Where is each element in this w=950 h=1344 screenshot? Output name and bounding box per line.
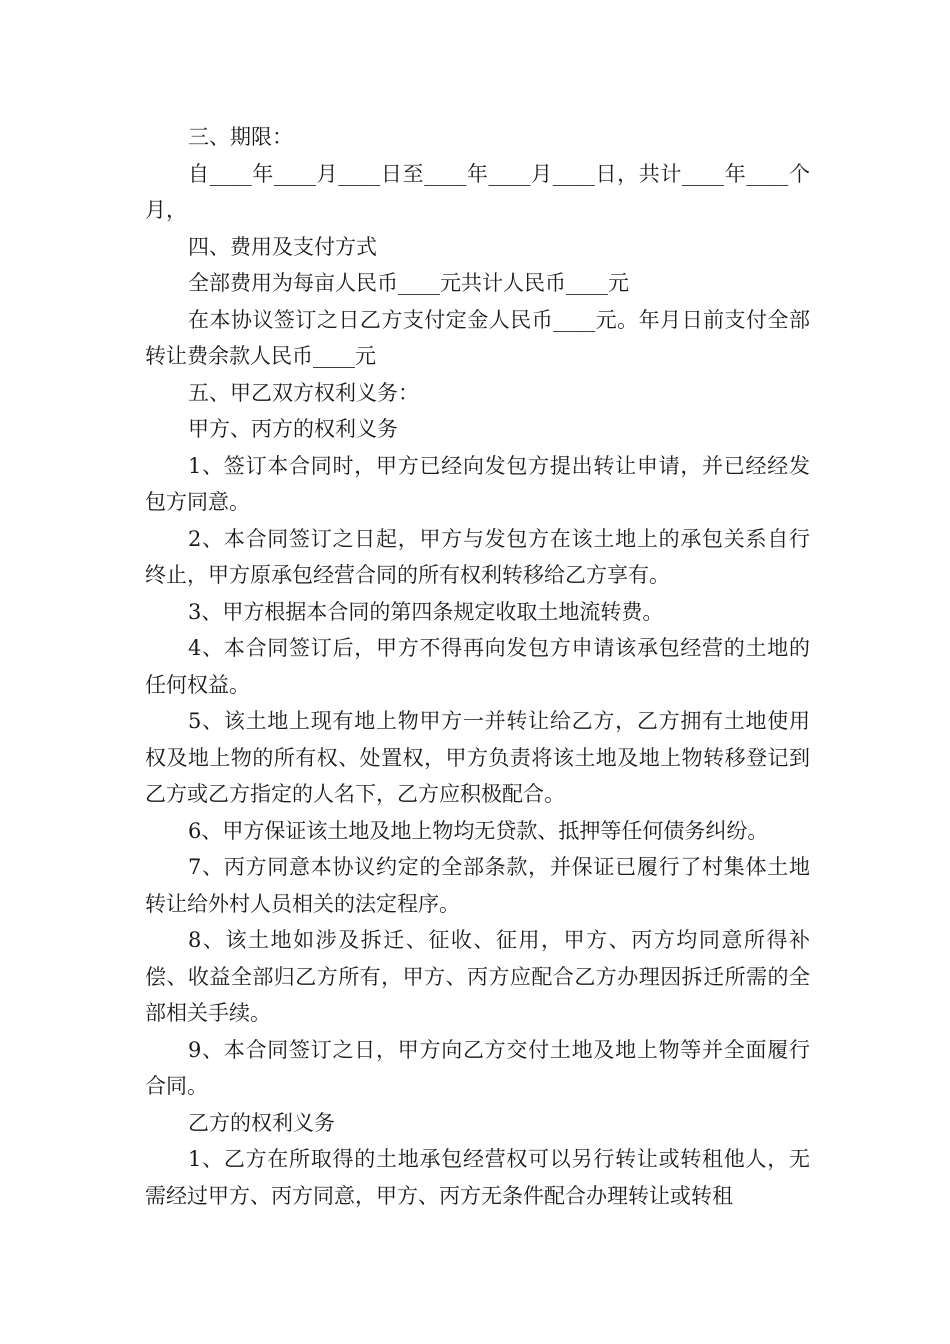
- clause-a-5: 5、该土地上现有地上物甲方一并转让给乙方，乙方拥有土地使用权及地上物的所有权、处置权，甲方负责将该土地及地上物转移登记到乙方或乙方指定的人名下，乙方应积极配合。: [145, 709, 810, 806]
- clause-a-1: 1、签订本合同时，甲方已经向发包方提出转让申请，并已经经发包方同意。: [145, 453, 810, 514]
- clause-a-8: 8、该土地如涉及拆迁、征收、征用，甲方、丙方均同意所得补偿、收益全部归乙方所有，甲方、丙方应配合乙方办理因拆迁所需的全部相关手续。: [145, 928, 810, 1025]
- clause-a-6: 6、甲方保证该土地及地上物均无贷款、抵押等任何债务纠纷。: [188, 818, 769, 843]
- section-heading-fees: 四、费用及支付方式: [188, 234, 377, 259]
- section-heading-rights: 五、甲乙双方权利义务：: [188, 380, 419, 405]
- clause-a-3: 3、甲方根据本合同的第四条规定收取土地流转费。: [188, 599, 664, 624]
- clause-a-9: 9、本合同签订之日，甲方向乙方交付土地及地上物等并全面履行合同。: [145, 1037, 810, 1098]
- clause-a-2: 2、本合同签订之日起，甲方与发包方在该土地上的承包关系自行终止，甲方原承包经营合同的所有权利转移给乙方享有。: [145, 526, 810, 587]
- paragraph-deposit: 在本协议签订之日乙方支付定金人民币____元。年月日前支付全部转让费余款人民币____元: [145, 307, 810, 368]
- paragraph-term-dates: 自____年____月____日至____年____月____日，共计____年____个月，: [145, 161, 810, 222]
- subheading-party-b: 乙方的权利义务: [188, 1110, 335, 1135]
- section-heading-term: 三、期限：: [188, 125, 293, 149]
- clause-b-1: 1、乙方在所取得的土地承包经营权可以另行转让或转租他人，无需经过甲方、丙方同意，甲方、丙方无条件配合办理转让或转租: [145, 1147, 810, 1208]
- paragraph-total-fee: 全部费用为每亩人民币____元共计人民币____元: [188, 271, 629, 295]
- clause-a-4: 4、本合同签订后，甲方不得再向发包方申请该承包经营的土地的任何权益。: [145, 636, 810, 697]
- subheading-party-a-c: 甲方、丙方的权利义务: [188, 417, 398, 441]
- clause-a-7: 7、丙方同意本协议约定的全部条款，并保证已履行了村集体土地转让给外村人员相关的法定程序。: [145, 855, 810, 916]
